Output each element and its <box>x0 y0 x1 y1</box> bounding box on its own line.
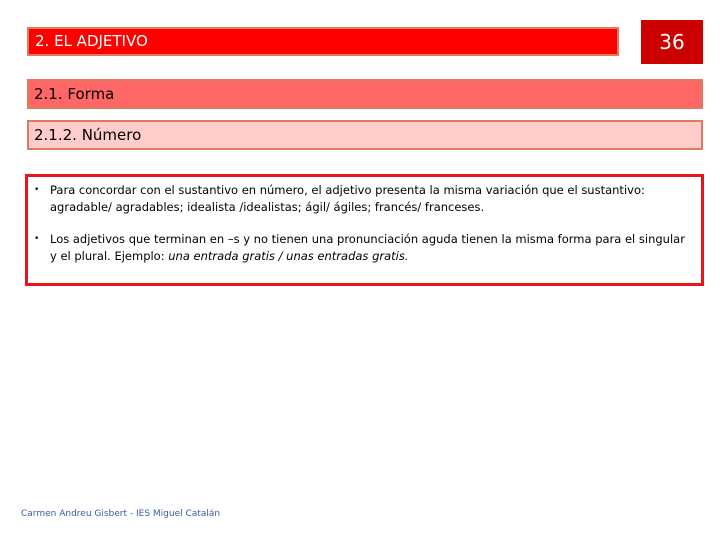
content-box <box>25 174 704 286</box>
page-number-badge <box>641 20 703 64</box>
bullet-example: una entrada gratis / unas entradas gratis. <box>168 249 409 263</box>
bullet-item <box>32 231 693 265</box>
bullet-item <box>32 182 693 216</box>
slide-title: 2. EL ADJETIVO <box>35 32 148 50</box>
bullet-body: Los adjetivos que terminan en –s y no tienen una pronunciación aguda tienen la misma forma para el singular y el plural. Ejemplo: <box>50 232 685 263</box>
footer-credit <box>21 509 220 519</box>
slide-title-bar <box>27 27 619 56</box>
page-number: 36 <box>659 30 685 54</box>
subsection-heading: 2.1.2. Número <box>34 126 142 144</box>
bullet-text <box>50 231 693 265</box>
section-heading: 2.1. Forma <box>34 85 115 103</box>
bullet-text <box>50 182 693 216</box>
subsection-heading-bar <box>27 120 703 150</box>
footer-credit-text: Carmen Andreu Gisbert - IES Miguel Catalán <box>21 509 221 519</box>
bullet-icon: • <box>34 185 40 195</box>
bullet-body: Para concordar con el sustantivo en número, el adjetivo presenta la misma variación que el sustantivo: agradable/ agradables; idealista /idealistas; ágil/ ágiles; francés/ franceses. <box>50 183 645 214</box>
bullet-icon: • <box>34 234 40 244</box>
section-heading-bar <box>27 79 703 109</box>
